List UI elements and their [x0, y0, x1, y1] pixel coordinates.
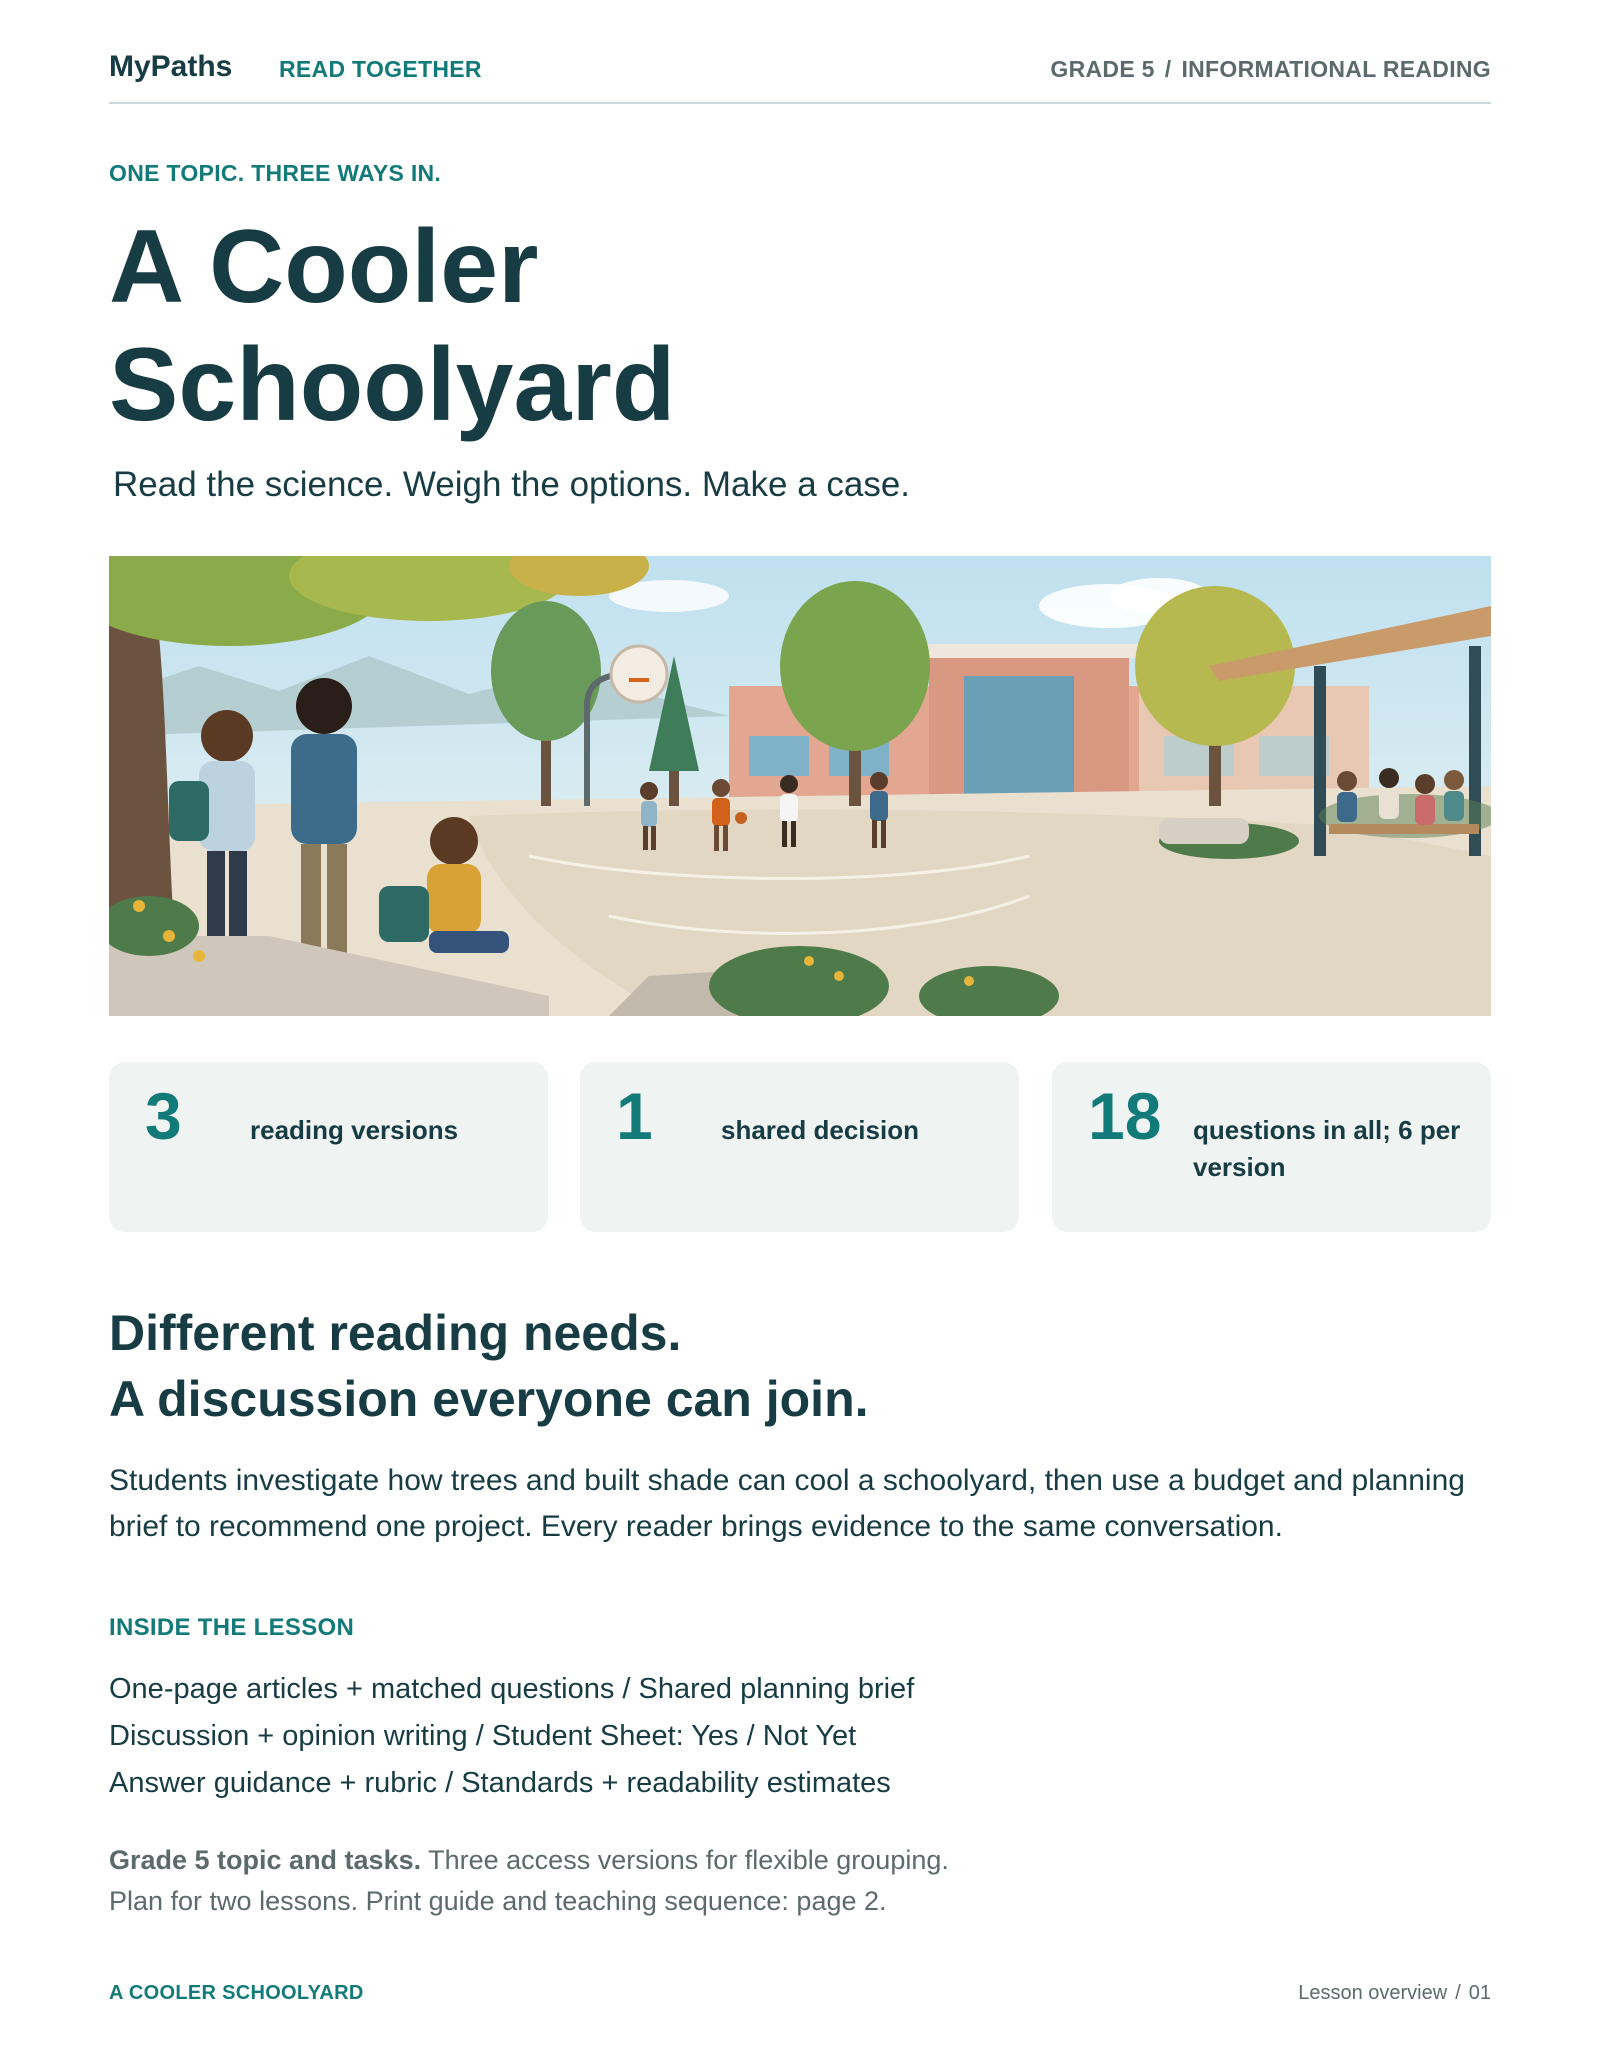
planning-note-text-1: Three access versions for flexible grouping. [421, 1845, 949, 1875]
stat-label: questions in all; 6 per version [1193, 1115, 1461, 1182]
footer-section: Lesson overview [1298, 1982, 1448, 2004]
stat-number: 1 [616, 1079, 653, 1153]
section-label: READ TOGETHER [279, 56, 482, 82]
list-item: One-page articles + matched questions / Shared planning brief [109, 1673, 915, 1705]
page [109, 0, 1491, 2071]
overview-heading [109, 1300, 869, 1432]
stat-label: reading versions [250, 1115, 459, 1145]
stat-label: shared decision [721, 1115, 919, 1145]
stat-card-shared-decision [580, 1062, 1019, 1232]
inside-lesson-list [109, 1666, 914, 1807]
footer-title: A COOLER SCHOOLYARD [109, 1982, 364, 2004]
schoolyard-illustration [109, 556, 1491, 1016]
planning-note [109, 1840, 1109, 1922]
footer-separator: / [1455, 1982, 1461, 2004]
breadcrumb-separator: / [1164, 56, 1172, 82]
breadcrumb [1050, 56, 1491, 83]
footer-page-info [1298, 1982, 1491, 2005]
page-number: 01 [1468, 1982, 1491, 2004]
planning-note-bold: Grade 5 topic and tasks. [109, 1845, 422, 1875]
page-title-line-1: A Cooler [109, 209, 539, 325]
breadcrumb-grade: GRADE 5 [1050, 56, 1155, 82]
brand-logo[interactable]: MyPaths [109, 50, 233, 83]
page-title-line-2: Schoolyard [109, 327, 676, 443]
list-item: Discussion + opinion writing / Student Sheet: Yes / Not Yet [109, 1720, 857, 1752]
stats-row [109, 1062, 1491, 1232]
hero-illustration [109, 556, 1491, 1016]
overview-heading-line-1: Different reading needs. [109, 1305, 682, 1361]
stat-card-reading-versions [109, 1062, 548, 1232]
inside-lesson-heading: INSIDE THE LESSON [109, 1614, 355, 1641]
breadcrumb-subject: INFORMATIONAL READING [1181, 56, 1491, 82]
page-title [109, 208, 1009, 444]
stat-number: 3 [145, 1079, 182, 1153]
stat-card-questions [1052, 1062, 1491, 1232]
kicker: ONE TOPIC. THREE WAYS IN. [109, 160, 442, 186]
overview-heading-line-2: A discussion everyone can join. [109, 1371, 869, 1427]
tagline: Read the science. Weigh the options. Make a case. [113, 465, 911, 504]
overview-body: Students investigate how trees and built shade can cool a schoolyard, then use a budget and planning brief to recommend one project. Every reader brings evidence to the same conversation. [109, 1464, 1465, 1543]
top-bar [109, 44, 1491, 104]
list-item: Answer guidance + rubric / Standards + readability estimates [109, 1767, 891, 1799]
planning-note-text-2: Plan for two lessons. Print guide and teaching sequence: page 2. [109, 1886, 887, 1916]
stat-number: 18 [1088, 1079, 1162, 1153]
